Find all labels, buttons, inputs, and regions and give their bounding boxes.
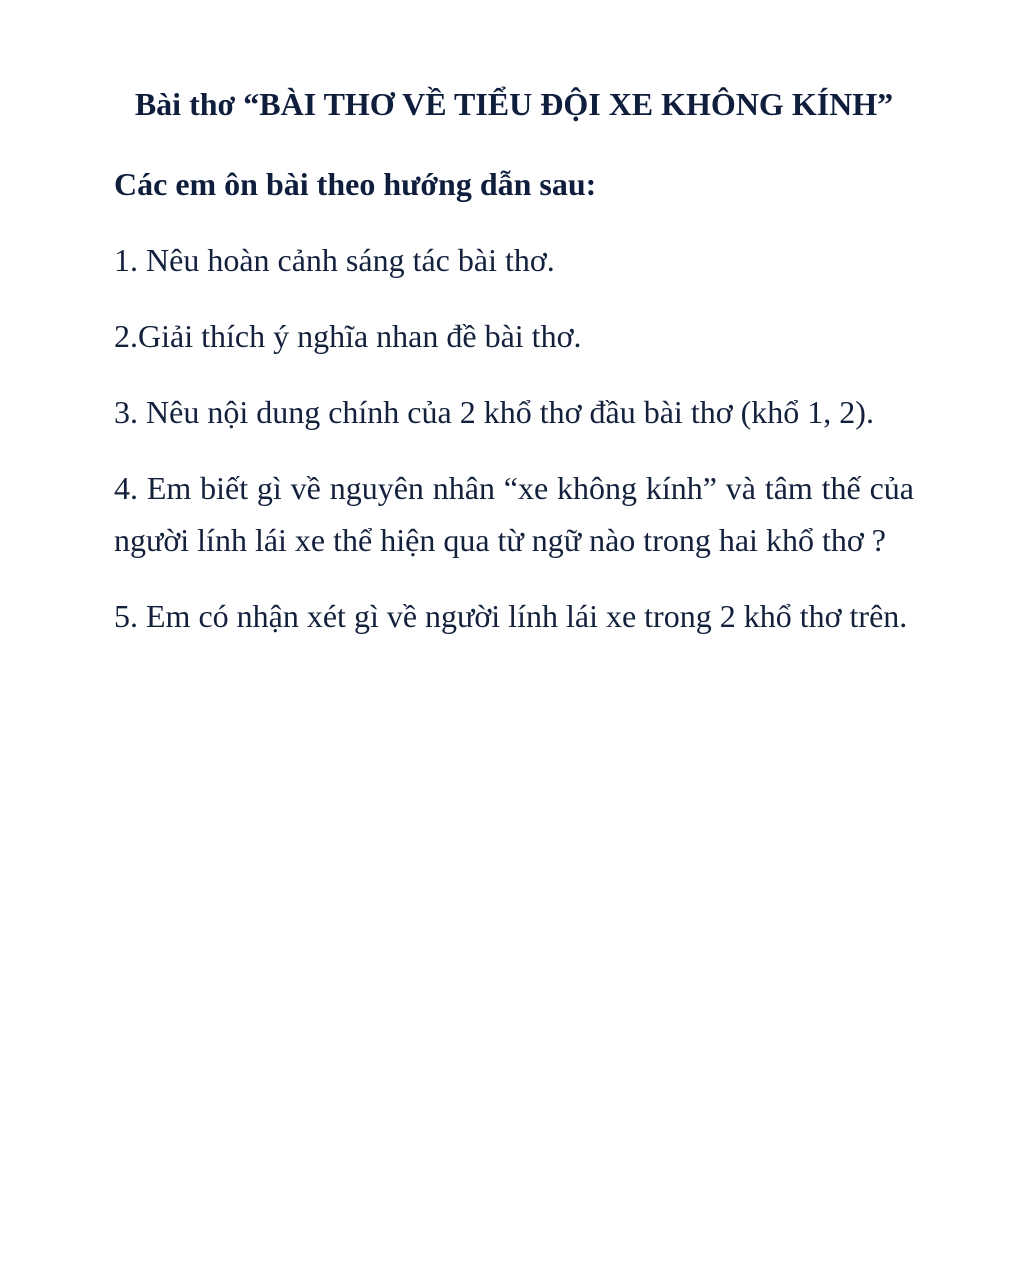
question-3: 3. Nêu nội dung chính của 2 khổ thơ đầu bài thơ (khổ 1, 2). bbox=[114, 394, 874, 430]
document-content bbox=[114, 78, 914, 642]
question-1: 1. Nêu hoàn cảnh sáng tác bài thơ. bbox=[114, 242, 555, 278]
question-5: 5. Em có nhận xét gì về người lính lái xe trong 2 khổ thơ trên. bbox=[114, 598, 908, 634]
document-title: Bài thơ “BÀI THƠ VỀ TIỂU ĐỘI XE KHÔNG KÍNH” bbox=[134, 86, 894, 122]
instructions-heading: Các em ôn bài theo hướng dẫn sau: bbox=[114, 166, 597, 202]
question-4: 4. Em biết gì về nguyên nhân “xe không kính” và tâm thế của người lính lái xe thể hiện qua từ ngữ nào trong hai khổ thơ ? bbox=[114, 470, 914, 558]
question-2: 2.Giải thích ý nghĩa nhan đề bài thơ. bbox=[114, 318, 582, 354]
